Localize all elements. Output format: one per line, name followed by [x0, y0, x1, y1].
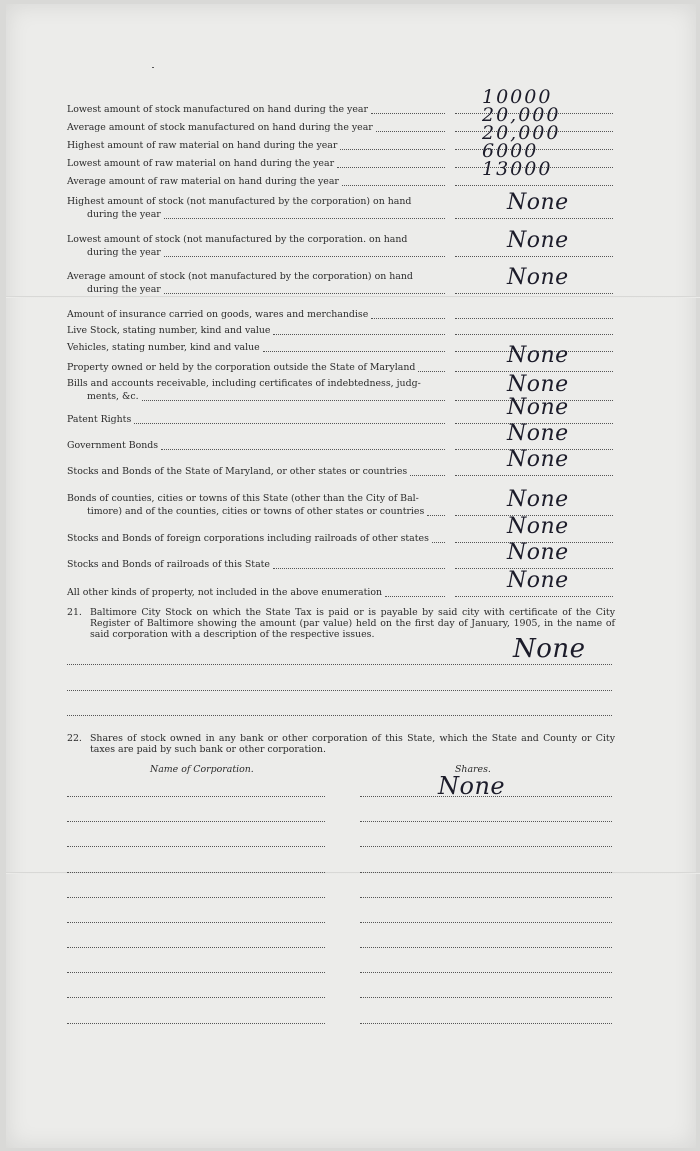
- answer-line: [455, 595, 613, 597]
- item-label-continued: during the year: [87, 209, 161, 220]
- q22-entry-line: [67, 795, 325, 797]
- leader-dots: [371, 317, 445, 319]
- handwritten-answer: 6000: [482, 140, 539, 162]
- q22-entry-line: [360, 1022, 612, 1024]
- item-label: Vehicles, stating number, kind and value: [67, 342, 260, 353]
- q22-entry-line: [67, 921, 325, 923]
- item-label: Average amount of stock (not manufactured by the corporation) on hand: [67, 271, 413, 282]
- handwritten-answer: None: [507, 228, 569, 253]
- q22-entry-line: [67, 871, 325, 873]
- q22-entry-line: [67, 845, 325, 847]
- leader-dots: [340, 148, 445, 150]
- leader-dots: [263, 350, 445, 352]
- handwritten-answer: None: [507, 540, 569, 565]
- item-label: Property owned or held by the corporation outside the State of Maryland: [67, 362, 416, 373]
- item-label: Bills and accounts receivable, including certificates of indebtedness, judg-: [67, 378, 421, 389]
- answer-line: [455, 292, 613, 294]
- q22-entry-line: [67, 996, 325, 998]
- q22-entry-line: [360, 996, 612, 998]
- q22-entry-line: [67, 896, 325, 898]
- q22-text: Shares of stock owned in any bank or other corporation of this State, which the State and County or City taxes are paid by such bank or other corporation.: [90, 733, 615, 755]
- item-label: Average amount of raw material on hand during the year: [67, 176, 339, 187]
- item-label: Bonds of counties, cities or towns of this State (other than the City of Bal-: [67, 493, 419, 504]
- q22-col-corporation: Name of Corporation.: [150, 764, 254, 775]
- q22-entry-line: [360, 871, 612, 873]
- answer-line: [455, 184, 613, 186]
- item-label: Highest amount of raw material on hand during the year: [67, 140, 338, 151]
- leader-dots: [342, 184, 445, 186]
- q22-number: 22.: [67, 733, 82, 744]
- item-label: All other kinds of property, not included in the above enumeration: [67, 587, 383, 598]
- item-label-continued: during the year: [87, 284, 161, 295]
- q21-line: [67, 714, 612, 716]
- item-label: Highest amount of stock (not manufactured by the corporation) on hand: [67, 196, 412, 207]
- item-label: Lowest amount of raw material on hand during the year: [67, 158, 335, 169]
- speck: [152, 67, 154, 68]
- q22-entry-line: [360, 921, 612, 923]
- handwritten-answer: None: [507, 343, 569, 368]
- handwritten-answer: 10000: [482, 86, 553, 108]
- handwritten-answer: None: [507, 514, 569, 539]
- leader-dots: [164, 255, 445, 257]
- leader-dots: [273, 567, 445, 569]
- item-label: Lowest amount of stock (not manufactured by the corporation. on hand: [67, 234, 408, 245]
- handwritten-answer: None: [507, 568, 569, 593]
- handwritten-answer: None: [507, 487, 569, 512]
- item-label: Government Bonds: [67, 440, 159, 451]
- item-label: Stocks and Bonds of the State of Maryland, or other states or countries: [67, 466, 408, 477]
- item-label: Live Stock, stating number, kind and value: [67, 325, 271, 336]
- item-label-continued: timore) and of the counties, cities or towns of other states or countries: [87, 506, 425, 517]
- handwritten-answer: None: [507, 421, 569, 446]
- leader-dots: [164, 292, 445, 294]
- q22-entry-line: [67, 1022, 325, 1024]
- q22-answer: None: [438, 772, 506, 800]
- q22-entry-line: [360, 845, 612, 847]
- item-label: Average amount of stock manufactured on hand during the year: [67, 122, 373, 133]
- q21-line: [67, 663, 612, 665]
- item-label: Amount of insurance carried on goods, wares and merchandise: [67, 309, 369, 320]
- leader-dots: [418, 370, 445, 372]
- q22-entry-line: [360, 820, 612, 822]
- leader-dots: [385, 595, 445, 597]
- q22-col-shares: Shares.: [455, 764, 491, 775]
- item-label: Stocks and Bonds of railroads of this State: [67, 559, 270, 570]
- answer-line: [455, 317, 613, 319]
- q22-entry-line: [67, 820, 325, 822]
- answer-line: [455, 474, 613, 476]
- answer-line: [455, 333, 613, 335]
- leader-dots: [427, 514, 445, 516]
- leader-dots: [161, 448, 445, 450]
- handwritten-answer: None: [507, 372, 569, 397]
- handwritten-answer: None: [507, 190, 569, 215]
- leader-dots: [410, 474, 445, 476]
- q21-line: [67, 689, 612, 691]
- q21-number: 21.: [67, 607, 82, 618]
- handwritten-answer: 20,000: [482, 122, 561, 144]
- q22-entry-line: [360, 946, 612, 948]
- q22-entry-line: [360, 971, 612, 973]
- handwritten-answer: None: [507, 395, 569, 420]
- leader-dots: [142, 399, 445, 401]
- item-label-continued: ments, &c.: [87, 391, 139, 402]
- leader-dots: [273, 333, 445, 335]
- q22-entry-line: [67, 946, 325, 948]
- leader-dots: [337, 166, 445, 168]
- item-label: Stocks and Bonds of foreign corporations including railroads of other states: [67, 533, 429, 544]
- handwritten-answer: None: [507, 265, 569, 290]
- handwritten-answer: 20,000: [482, 104, 561, 126]
- answer-line: [455, 255, 613, 257]
- item-label: Lowest amount of stock manufactured on hand during the year: [67, 104, 368, 115]
- leader-dots: [164, 217, 445, 219]
- item-label: Patent Rights: [67, 414, 132, 425]
- q22-entry-line: [360, 896, 612, 898]
- leader-dots: [134, 422, 445, 424]
- q22-entry-line: [360, 795, 612, 797]
- q21-text: Baltimore City Stock on which the State Tax is paid or is payable by said city with certificate of the City Register of Baltimore showing the amount (par value) held on the first day of January, 1905, in the name of said corporation with a description of the respective issues.: [90, 607, 615, 640]
- q22-entry-line: [67, 971, 325, 973]
- q21-answer: None: [513, 634, 586, 664]
- leader-dots: [376, 130, 445, 132]
- handwritten-answer: 13000: [482, 158, 553, 180]
- leader-dots: [432, 541, 445, 543]
- leader-dots: [371, 112, 445, 114]
- item-label-continued: during the year: [87, 247, 161, 258]
- answer-line: [455, 217, 613, 219]
- handwritten-answer: None: [507, 447, 569, 472]
- fold-line: [6, 296, 700, 298]
